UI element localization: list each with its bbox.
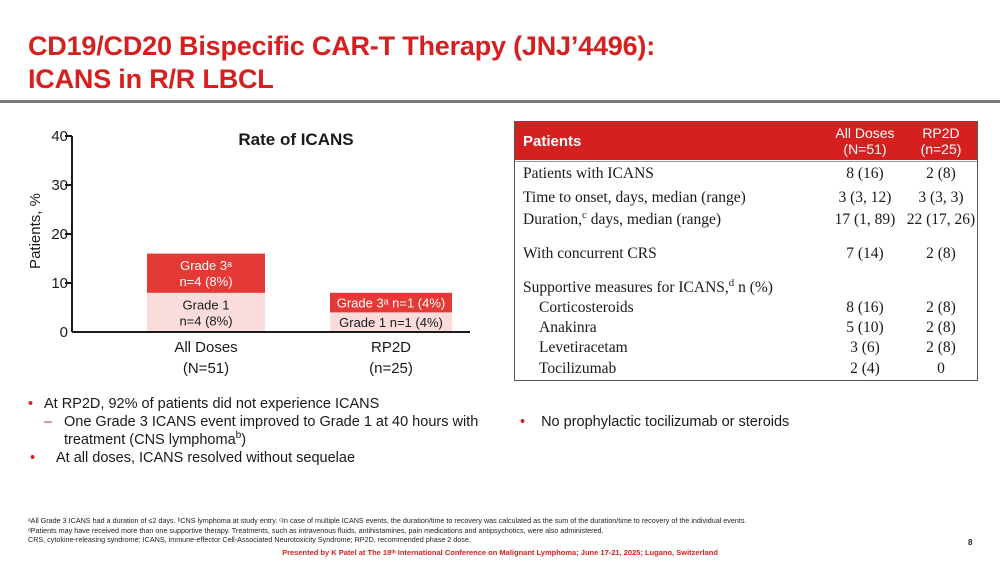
table-cell-label: Time to onset, days, median (range) bbox=[523, 189, 746, 206]
bullet-text: No prophylactic tocilizumab or steroids bbox=[541, 414, 790, 430]
table-spacer bbox=[515, 264, 977, 278]
table-row bbox=[515, 186, 977, 210]
y-tick-label: 20 bbox=[51, 226, 68, 243]
table-cell-rp2d: 2 (8) bbox=[926, 299, 956, 316]
table-cell-label: Tocilizumab bbox=[539, 360, 617, 377]
bullet-text: One Grade 3 ICANS event improved to Grade 1 at 40 hours with treatment (CNS lymphoma bbox=[64, 414, 479, 448]
slide-title-line2: ICANS in R/R LBCL bbox=[28, 64, 274, 94]
bullet-item bbox=[28, 449, 508, 467]
slide-title-line1: CD19/CD20 Bispecific CAR-T Therapy (JNJ’4496): bbox=[28, 31, 656, 61]
bullet-text-end: ) bbox=[241, 432, 247, 448]
bar-label-grade3: Grade 3ᵃ n=1 (4%) bbox=[336, 295, 446, 311]
table-cell-rp2d: 22 (17, 26) bbox=[906, 211, 976, 228]
y-tick-label: 40 bbox=[51, 128, 68, 145]
footnote-marker: b bbox=[235, 430, 242, 442]
table-row bbox=[515, 210, 977, 230]
table-cell-rp2d: 0 bbox=[937, 360, 945, 377]
bullet-item bbox=[28, 395, 508, 413]
table-cell-rp2d: 2 (8) bbox=[926, 339, 956, 356]
table-cell-label-text: days, median (range) bbox=[586, 211, 722, 228]
bullet-text: At all doses, ICANS resolved without sequelae bbox=[56, 450, 356, 466]
table-header-rp2d-line1: RP2D bbox=[922, 125, 960, 141]
bar-label-grade3: n=4 (8%) bbox=[179, 274, 233, 290]
x-tick-label: (N=51) bbox=[182, 360, 230, 377]
bullet-dash-icon: – bbox=[44, 414, 53, 430]
page-number: 8 bbox=[968, 538, 973, 547]
x-tick-label: (n=25) bbox=[369, 360, 413, 377]
table-spacer bbox=[515, 230, 977, 244]
table-cell-label: Corticosteroids bbox=[539, 299, 634, 316]
table-cell-rp2d: 2 (8) bbox=[926, 319, 956, 336]
bullet-dot-icon: • bbox=[520, 414, 526, 430]
y-tick-label: 0 bbox=[59, 324, 68, 341]
table-row bbox=[515, 358, 977, 380]
table-cell-label: Levetiracetam bbox=[539, 339, 628, 356]
table-row bbox=[515, 318, 977, 338]
presenter-credit: Presented by K Patel at The 18ᵗʰ International Conference on Malignant Lymphoma; June 17-21, 2025; Lugano, Switzerland bbox=[282, 548, 718, 557]
chart-y-axis bbox=[51, 128, 72, 341]
table-cell-all: 8 (16) bbox=[846, 299, 884, 316]
table-header-row bbox=[515, 122, 977, 160]
bullet-dot-icon: • bbox=[28, 396, 34, 412]
bar-label-grade1: n=4 (8%) bbox=[179, 313, 233, 329]
y-tick-label: 30 bbox=[51, 177, 68, 194]
left-bullet-list bbox=[28, 395, 508, 467]
table-cell-rp2d: 3 (3, 3) bbox=[918, 189, 964, 206]
chart-title: Rate of ICANS bbox=[238, 130, 354, 149]
table-cell-label bbox=[515, 276, 977, 297]
table-cell-rp2d: 2 (8) bbox=[926, 165, 956, 182]
icans-bar-chart bbox=[0, 120, 505, 390]
right-bullet bbox=[520, 413, 789, 431]
table-row bbox=[515, 298, 977, 318]
chart-x-axis-labels bbox=[174, 339, 413, 377]
table-cell-all: 2 (4) bbox=[850, 360, 880, 377]
chart-bars bbox=[147, 254, 452, 332]
table-cell-label-text: Duration, bbox=[523, 211, 582, 228]
footnote-line: ᵈPatients may have received more than one supportive therapy. Treatments, such as intravenous fluids, antihistamines, pain medications and antipsychotics, were also administered. bbox=[28, 525, 604, 535]
icans-table bbox=[514, 121, 978, 381]
table-cell-label: Anakinra bbox=[539, 319, 597, 336]
table-header-all-doses-line2: (N=51) bbox=[843, 141, 887, 157]
footnote-line: ᵃAll Grade 3 ICANS had a duration of ≤2 days. ᵇCNS lymphoma at study entry. ᶜIn case of multiple ICANS events, the duration/time to recovery was calculated as the sum of the duration/time to recovery of the individual events. bbox=[28, 516, 747, 525]
table-cell-label-text: n (%) bbox=[734, 279, 773, 296]
table-header-all-doses bbox=[825, 125, 905, 157]
title-divider bbox=[0, 100, 1000, 103]
table-cell-label bbox=[515, 208, 825, 229]
slide-title bbox=[28, 30, 655, 96]
table-row bbox=[515, 161, 977, 186]
table-header-patients: Patients bbox=[523, 132, 582, 150]
table-cell-label: Patients with ICANS bbox=[523, 165, 654, 182]
table-header-rp2d-line2: (n=25) bbox=[920, 141, 962, 157]
x-tick-label: RP2D bbox=[370, 339, 412, 356]
table-cell-rp2d: 2 (8) bbox=[926, 245, 956, 262]
bullet-text: At RP2D, 92% of patients did not experience ICANS bbox=[44, 396, 380, 412]
footnotes bbox=[28, 516, 928, 545]
table-row bbox=[515, 338, 977, 358]
table-header-all-doses-line1: All Doses bbox=[835, 125, 895, 141]
y-tick-label: 10 bbox=[51, 275, 68, 292]
table-cell-label-text: Supportive measures for ICANS, bbox=[523, 279, 729, 296]
bullet-dot-icon: • bbox=[30, 450, 36, 466]
table-cell-all: 5 (10) bbox=[846, 319, 884, 336]
footnote-marker: d bbox=[728, 276, 735, 289]
table-cell-all: 3 (3, 12) bbox=[838, 189, 892, 206]
footnote-line: CRS, cytokine-releasing syndrome; ICANS, immune-effector Cell-Associated Neurotoxicity Syndrome; RP2D, recommended phase 2 dose. bbox=[28, 535, 471, 544]
bar-label-grade3: Grade 3ᵃ bbox=[180, 258, 232, 274]
sub-bullet-item bbox=[28, 413, 508, 449]
table-row bbox=[515, 278, 977, 298]
chart-y-axis-label: Patients, % bbox=[27, 193, 44, 269]
table-cell-all: 7 (14) bbox=[846, 245, 884, 262]
table-row bbox=[515, 244, 977, 264]
footnote-marker: c bbox=[581, 208, 587, 221]
table-cell-all: 3 (6) bbox=[850, 339, 880, 356]
table-body bbox=[515, 161, 977, 380]
bar-label-grade1: Grade 1 n=1 (4%) bbox=[339, 315, 443, 331]
table-cell-all: 17 (1, 89) bbox=[834, 211, 896, 228]
x-tick-label: All Doses bbox=[174, 339, 238, 356]
table-cell-label: With concurrent CRS bbox=[523, 245, 657, 262]
bar-label-grade1: Grade 1 bbox=[182, 297, 230, 313]
table-cell-all: 8 (16) bbox=[846, 165, 884, 182]
table-header-rp2d bbox=[905, 125, 977, 157]
